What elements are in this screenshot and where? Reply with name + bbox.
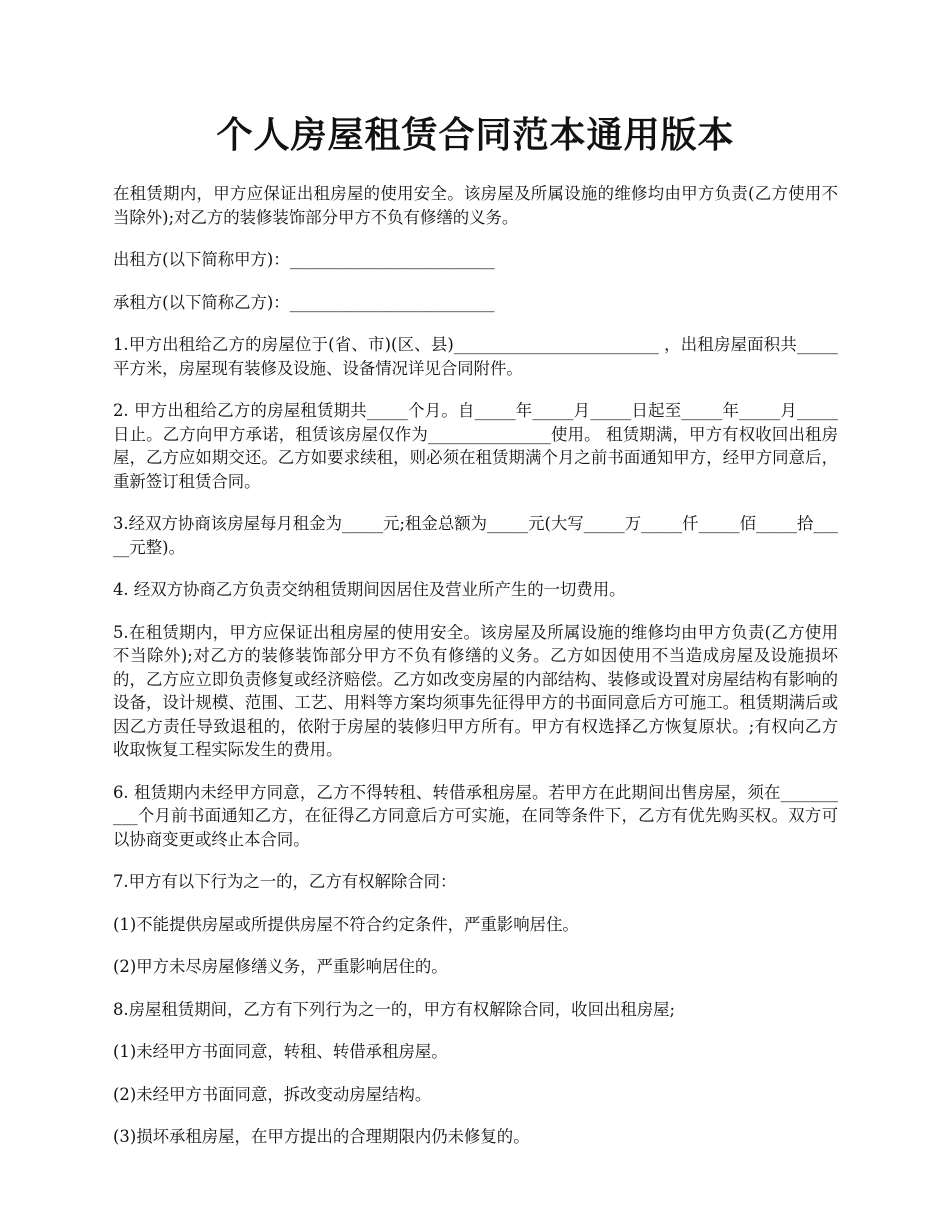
paragraph-lessee: 承租方(以下简称乙方)：_________________________ (113, 292, 495, 312)
clause-1-location: 1.甲方出租给乙方的房屋位于(省、市)(区、县)_________________________ ，出租房屋面积共_____平方米，房屋现有装修及设施、设备情况详见合同附件。 (113, 335, 838, 378)
clause-7-item-2: (2)甲方未尽房屋修缮义务，严重影响居住的。 (113, 957, 448, 976)
clause-4-fees: 4. 经双方协商乙方负责交纳租赁期间因居住及营业所产生的一切费用。 (113, 580, 626, 599)
paragraph-intro-safety: 在租赁期内，甲方应保证出租房屋的使用安全。该房屋及所属设施的维修均由甲方负责(乙方使用不当除外);对乙方的装修装饰部分甲方不负有修缮的义务。 (113, 184, 838, 227)
document-title: 个人房屋租赁合同范本通用版本 (216, 114, 735, 156)
clause-8-heading: 8.房屋租赁期间，乙方有下列行为之一的，甲方有权解除合同，收回出租房屋; (113, 999, 676, 1019)
clause-5-maintenance: 5.在租赁期内，甲方应保证出租房屋的使用安全。该房屋及所属设施的维修均由甲方负责(乙方使用不当除外);对乙方的装修装饰部分甲方不负有修缮的义务。乙方如因使用不当造成房屋及设施损坏的，乙方应立即负责修复或经济赔偿。乙方如改变房屋的内部结构、装修或设置对房屋结构有影响的设备，设计规模、范围、工艺、用料等方案均须事先征得甲方的书面同意后方可施工。租赁期满后或因乙方责任导致退租的，依附于房屋的装修归甲方所有。甲方有权选择乙方恢复原状。;有权向乙方收取恢复工程实际发生的费用。 (113, 622, 838, 759)
clause-8-item-1: (1)未经甲方书面同意，转租、转借承租房屋。 (113, 1042, 448, 1061)
clause-8-item-2: (2)未经甲方书面同意，拆改变动房屋结构。 (113, 1084, 432, 1104)
clause-6-sublease: 6. 租赁期内未经甲方同意，乙方不得转租、转借承租房屋。若甲方在此期间出售房屋，须在__________个月前书面通知乙方，在征得乙方同意后方可实施，在同等条件下，乙方有优先购买权。双方可以协商变更或终止本合同。 (113, 782, 838, 849)
clause-3-rent: 3.经双方协商该房屋每月租金为_____元;租金总额为_____元(大写_____万_____仟_____佰_____拾_____元整)。 (113, 514, 838, 557)
clause-7-item-1: (1)不能提供房屋或所提供房屋不符合约定条件，严重影响居住。 (113, 914, 579, 934)
clause-2-term: 2. 甲方出租给乙方的房屋租赁期共_____个月。自_____年_____月_____日起至_____年_____月_____日止。乙方向甲方承诺，租赁该房屋仅作为_______________使用。 租赁期满，甲方有权收回出租房屋，乙方应如期交还。乙方如要求续租，则必须在租赁期满个月之前书面通知甲方，经甲方同意后，重新签订租赁合同。 (113, 401, 838, 491)
clause-7-heading: 7.甲方有以下行为之一的，乙方有权解除合同： (113, 872, 457, 891)
paragraph-lessor: 出租方(以下简称甲方)：_________________________ (113, 250, 495, 269)
clause-8-item-3: (3)损坏承租房屋，在甲方提出的合理期限内仍未修复的。 (113, 1127, 530, 1146)
